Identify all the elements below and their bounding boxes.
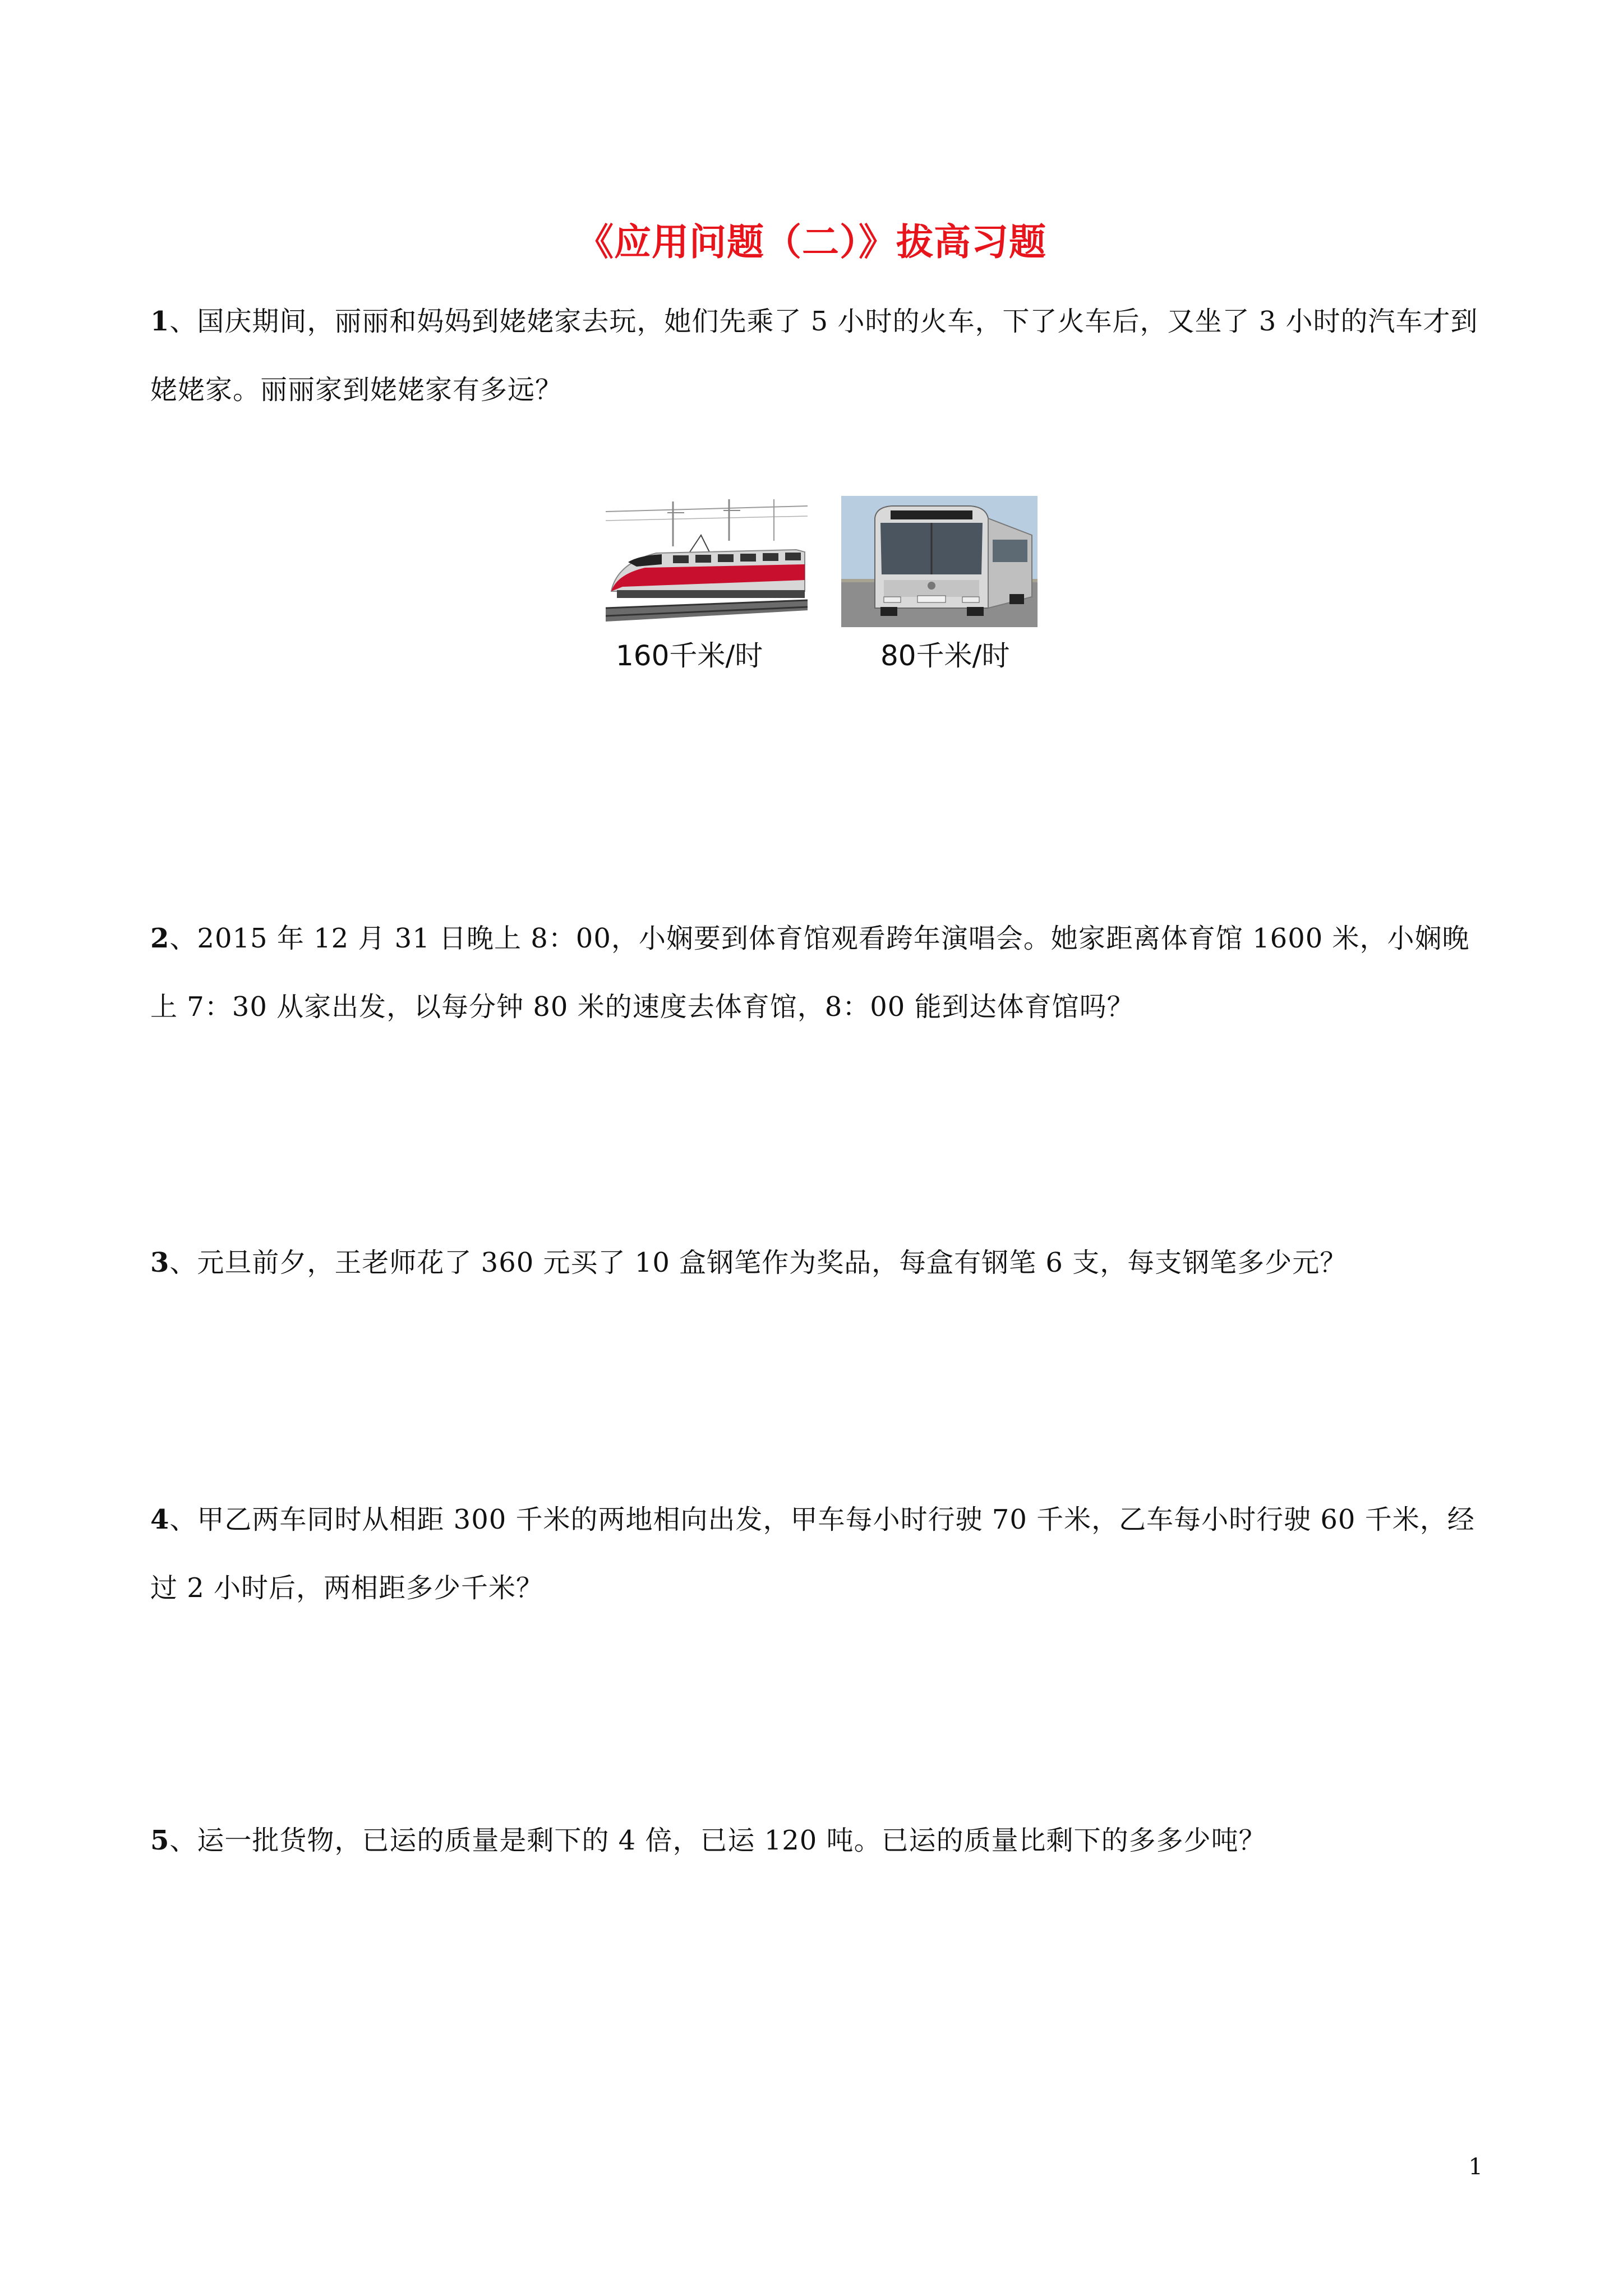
question-text: 、甲乙两车同时从相距 300 千米的两地相向出发，甲车每小时行驶 70 千米，乙车每小时行驶 60 千米，经过 2 小时后，两相距多少千米？: [150, 1504, 1475, 1604]
question-number: 4: [150, 1504, 170, 1535]
question-2: [150, 904, 1496, 1041]
bus-figure: [841, 496, 1038, 672]
question-3: [150, 1228, 1496, 1297]
question-text: 、2015 年 12 月 31 日晚上 8：00，小娴要到体育馆观看跨年演唱会。她家距离体育馆 1600 米，小娴晚上 7：30 从家出发，以每分钟 80 米的速度去体育馆，8：00 能到达体育馆吗？: [150, 923, 1470, 1023]
question-number: 1: [150, 306, 170, 337]
bus-speed-caption: 80千米/时: [880, 639, 1010, 672]
question-number: 3: [150, 1247, 170, 1278]
question-1: [150, 287, 1496, 424]
train-figure: [606, 496, 808, 672]
page-title: 《应用问题（二）》拔高习题: [577, 220, 1046, 264]
question-5: [150, 1806, 1496, 1875]
bus-image: [841, 496, 1038, 627]
question-text: 、元旦前夕，王老师花了 360 元买了 10 盒钢笔作为奖品，每盒有钢笔 6 支，每支钢笔多少元？: [169, 1247, 1348, 1278]
train-speed-caption: 160千米/时: [616, 639, 763, 672]
question-4: [150, 1485, 1496, 1622]
train-image: [606, 496, 808, 627]
page-number: 1: [1468, 2154, 1483, 2180]
question-text: 、运一批货物，已运的质量是剩下的 4 倍，已运 120 吨。已运的质量比剩下的多多少吨？: [169, 1825, 1266, 1856]
question-text: 、国庆期间，丽丽和妈妈到姥姥家去玩，她们先乘了 5 小时的火车，下了火车后，又坐了 3 小时的汽车才到姥姥家。丽丽家到姥姥家有多远？: [150, 306, 1478, 406]
question-number: 2: [150, 923, 170, 954]
question-number: 5: [150, 1825, 170, 1856]
